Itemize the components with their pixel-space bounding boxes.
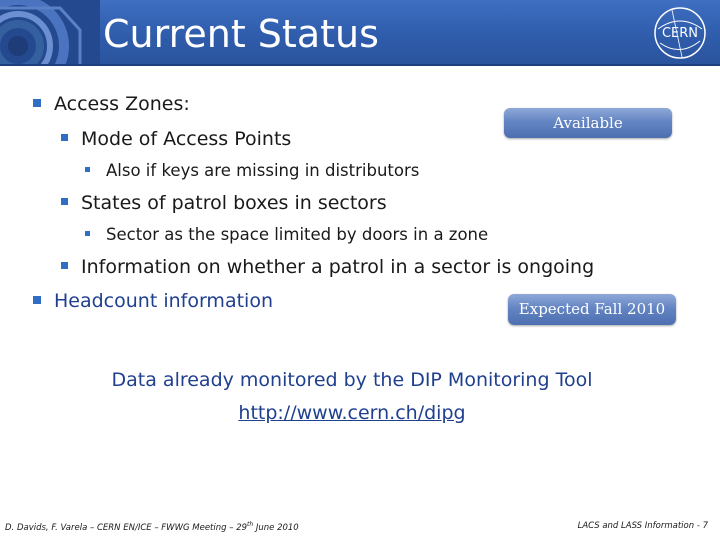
expected-fall-badge: Expected Fall 2010: [508, 294, 676, 325]
dip-link[interactable]: http://www.cern.ch/dipg: [238, 402, 466, 424]
available-badge: Available: [504, 108, 672, 138]
footer-page-info: LACS and LASS Information - 7: [577, 521, 708, 531]
bullet-access-zones: [33, 92, 190, 116]
footer-authors: [5, 521, 299, 533]
square-bullet-icon: [33, 99, 41, 107]
footer-authors-text: D. Davids, F. Varela – CERN EN/ICE – FWWG Meeting – 29: [5, 522, 248, 533]
square-bullet-icon: [85, 167, 90, 172]
square-bullet-icon: [61, 134, 68, 141]
title-underline: [0, 64, 720, 66]
bullet-text: Information on whether a patrol in a sector is ongoing: [81, 256, 595, 278]
square-bullet-icon: [61, 262, 68, 269]
bullet-text: Also if keys are missing in distributors: [106, 161, 420, 180]
title-bar: [0, 0, 720, 66]
bullet-sector-definition: [85, 224, 488, 246]
footer-date-text: June 2010: [253, 522, 299, 533]
accelerator-decoration-icon: [0, 0, 100, 66]
bullet-text: Mode of Access Points: [81, 128, 292, 150]
square-bullet-icon: [33, 296, 41, 304]
bullet-text: Headcount information: [54, 290, 273, 312]
bullet-headcount: [33, 289, 273, 313]
bullet-patrol-states: [61, 191, 387, 215]
bullet-text: States of patrol boxes in sectors: [81, 192, 387, 214]
bullet-text: Access Zones:: [54, 93, 190, 115]
bullet-patrol-info: [61, 255, 594, 279]
bullet-text: Sector as the space limited by doors in a zone: [106, 225, 489, 244]
bullet-keys-missing: [85, 160, 419, 182]
slide-title: Current Status: [103, 12, 379, 56]
footer-date-suffix: th: [247, 521, 254, 528]
svg-text:CERN: CERN: [661, 26, 699, 41]
dip-monitoring-note: Data already monitored by the DIP Monitoring Tool: [111, 369, 593, 391]
cern-logo-icon: [652, 5, 708, 61]
bullet-mode-of-access: [61, 127, 291, 151]
dip-link-row: [0, 399, 704, 427]
square-bullet-icon: [61, 198, 68, 205]
square-bullet-icon: [85, 231, 90, 236]
